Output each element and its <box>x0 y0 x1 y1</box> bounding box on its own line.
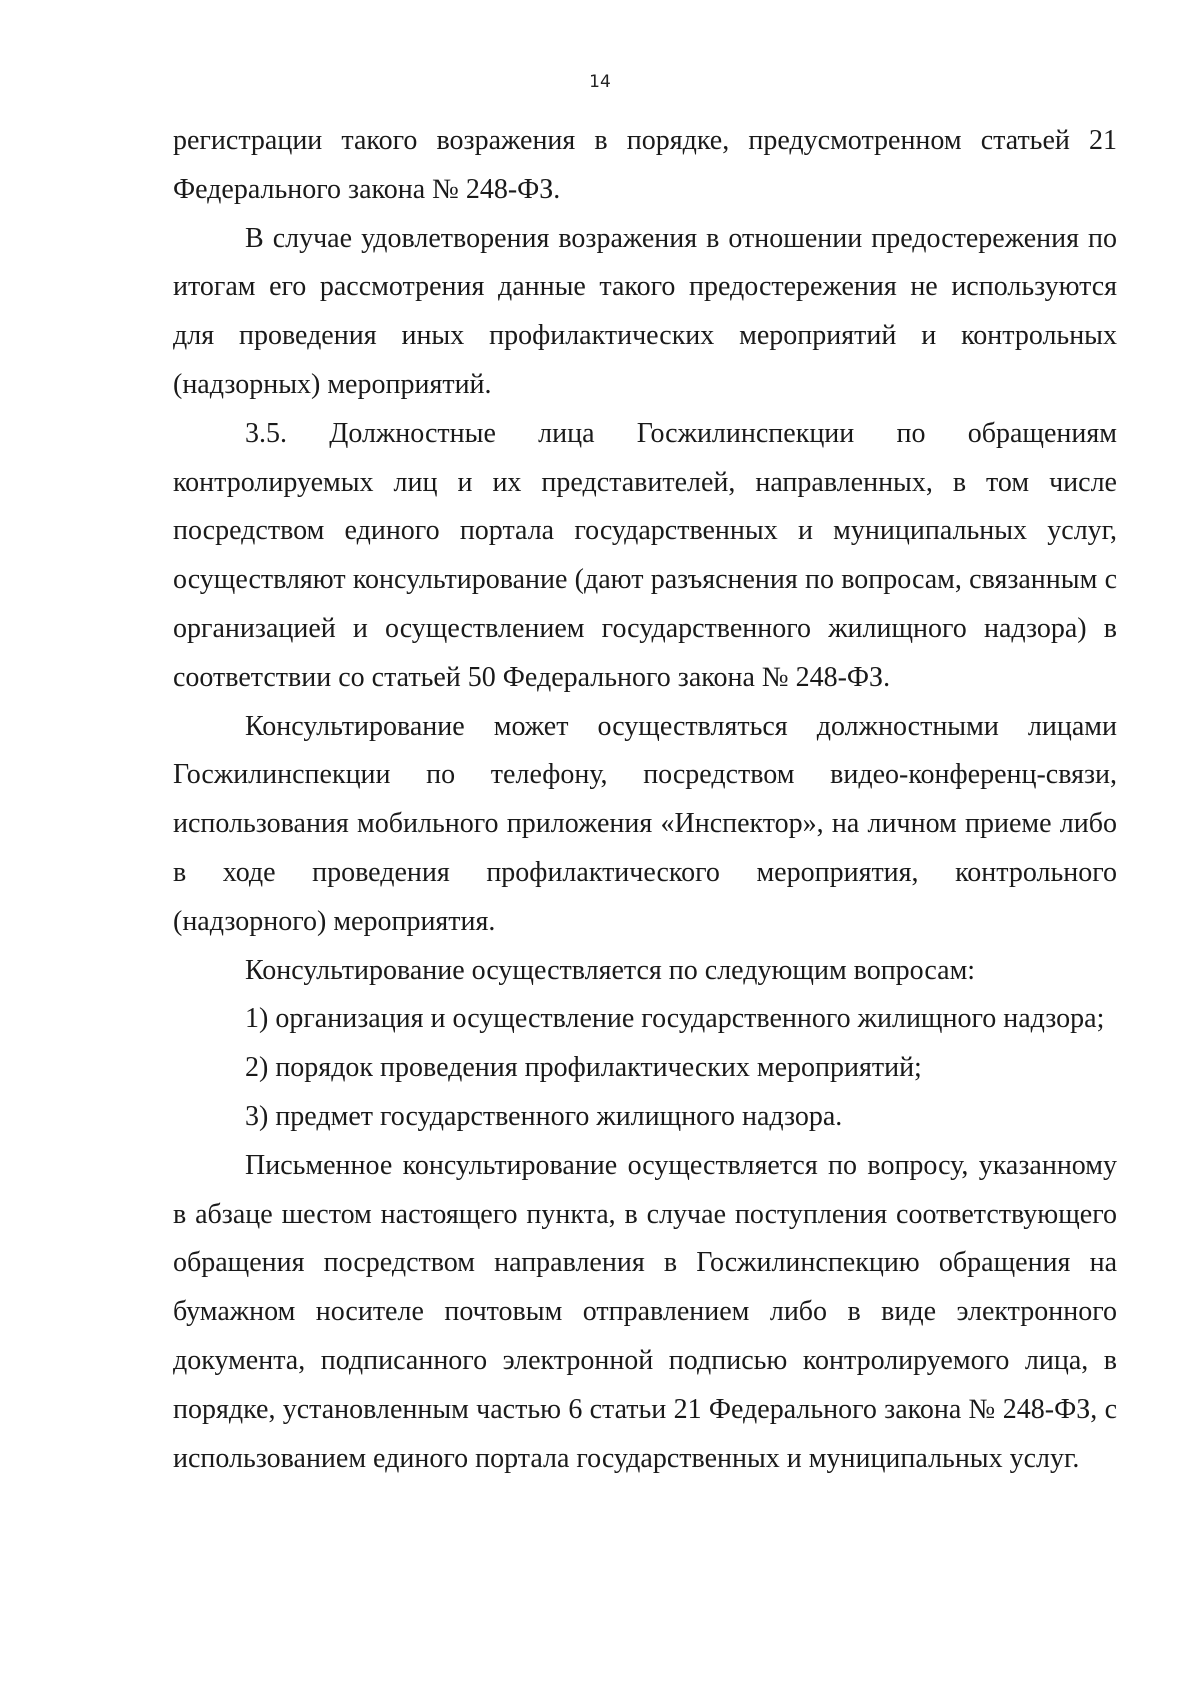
document-body <box>173 117 1117 1483</box>
page-number: 14 <box>589 72 611 92</box>
paragraph-consultation-topics-intro: Консультирование осуществляется по следующим вопросам: <box>245 954 976 986</box>
paragraph-consultation-methods: Консультирование может осуществляться должностными лицами Госжилинспекции по телефону, посредством видео-конференц-связи, использования мобильного приложения «Инспектор», на личном приеме либо в ходе проведения профилактического мероприятия, контрольного (надзорного) мероприятия. <box>173 710 1117 937</box>
list-item-2: 2) порядок проведения профилактических мероприятий; <box>245 1052 922 1084</box>
paragraph-objection-outcome: В случае удовлетворения возражения в отношении предостережения по итогам его рассмотрения данные такого предостережения не используются для проведения иных профилактических мероприятий и контрольных (надзорных) мероприятий. <box>173 222 1117 400</box>
paragraph-section-3-5: 3.5. Должностные лица Госжилинспекции по обращениям контролируемых лиц и их представителей, направленных, в том числе посредством единого портала государственных и муниципальных услуг, осуществляют консультирование (дают разъяснения по вопросам, связанным с организацией и осуществлением государственного жилищного надзора) в соответствии со статьей 50 Федерального закона № 248-ФЗ. <box>173 417 1117 693</box>
list-item-3: 3) предмет государственного жилищного надзора. <box>245 1100 843 1132</box>
list-item-1: 1) организация и осуществление государственного жилищного надзора; <box>245 1003 1105 1035</box>
paragraph-written-consultation: Письменное консультирование осуществляется по вопросу, указанному в абзаце шестом настоящего пункта, в случае поступления соответствующего обращения посредством направления в Госжилинспекцию обращения на бумажном носителе почтовым отправлением либо в виде электронного документа, подписанного электронной подписью контролируемого лица, в порядке, установленным частью 6 статьи 21 Федерального закона № 248-ФЗ, с использованием единого портала государственных и муниципальных услуг. <box>173 1149 1117 1474</box>
paragraph-continuation: регистрации такого возражения в порядке, предусмотренном статьей 21 Федерального закона № 248-ФЗ. <box>173 125 1117 205</box>
